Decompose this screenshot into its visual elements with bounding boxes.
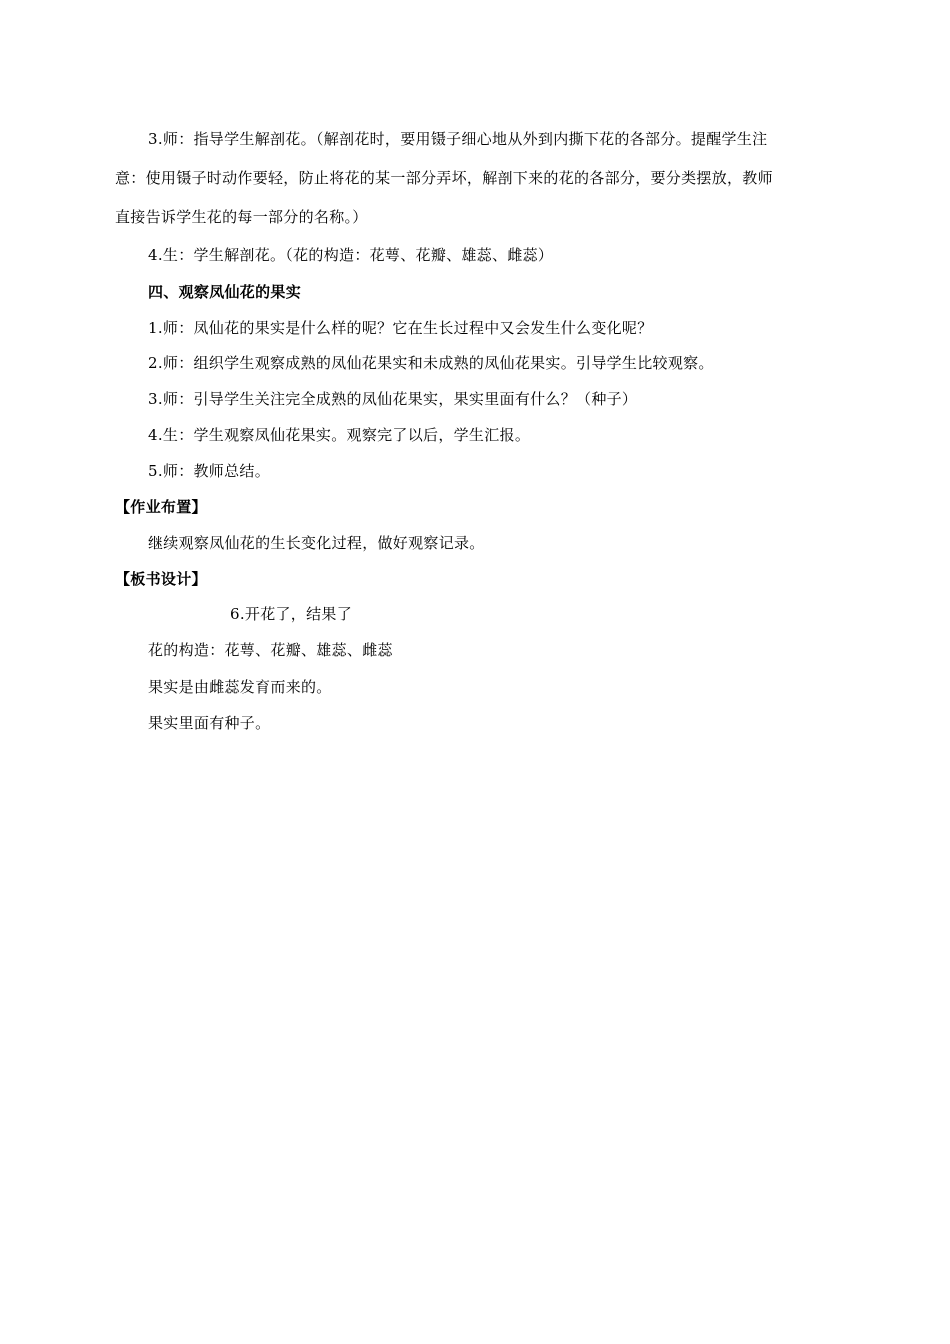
section-4-heading: 四、观察凤仙花的果实 — [148, 283, 302, 301]
dissect-paragraph-line-2: 意：使用镊子时动作要轻，防止将花的某一部分弄坏，解剖下来的花的各部分，要分类摆放，教师 — [115, 169, 773, 187]
section-4-item-1: 1.师：凤仙花的果实是什么样的呢？它在生长过程中又会发生什么变化呢？ — [148, 319, 653, 337]
student-dissect-line: 4.生：学生解剖花。（花的构造：花萼、花瓣、雄蕊、雌蕊） — [148, 246, 554, 264]
dissect-paragraph-line-1: 3.师：指导学生解剖花。（解剖花时，要用镊子细心地从外到内撕下花的各部分。提醒学生注 — [148, 130, 768, 148]
section-4-item-5: 5.师：教师总结。 — [148, 462, 271, 480]
board-design-line-2: 果实是由雌蕊发育而来的。 — [148, 678, 332, 696]
board-design-line-3: 果实里面有种子。 — [148, 714, 271, 732]
homework-heading: 【作业布置】 — [115, 498, 207, 516]
board-design-title: 6.开花了，结果了 — [230, 605, 353, 623]
section-4-item-3: 3.师：引导学生关注完全成熟的凤仙花果实，果实里面有什么？（种子） — [148, 390, 638, 408]
section-4-item-4: 4.生：学生观察凤仙花果实。观察完了以后，学生汇报。 — [148, 426, 531, 444]
section-4-item-2: 2.师：组织学生观察成熟的凤仙花果实和未成熟的凤仙花果实。引导学生比较观察。 — [148, 354, 714, 372]
homework-text: 继续观察凤仙花的生长变化过程，做好观察记录。 — [148, 534, 485, 552]
board-design-line-1: 花的构造：花萼、花瓣、雄蕊、雌蕊 — [148, 641, 393, 659]
dissect-paragraph-line-3: 直接告诉学生花的每一部分的名称。） — [115, 208, 368, 226]
board-design-heading: 【板书设计】 — [115, 570, 207, 588]
